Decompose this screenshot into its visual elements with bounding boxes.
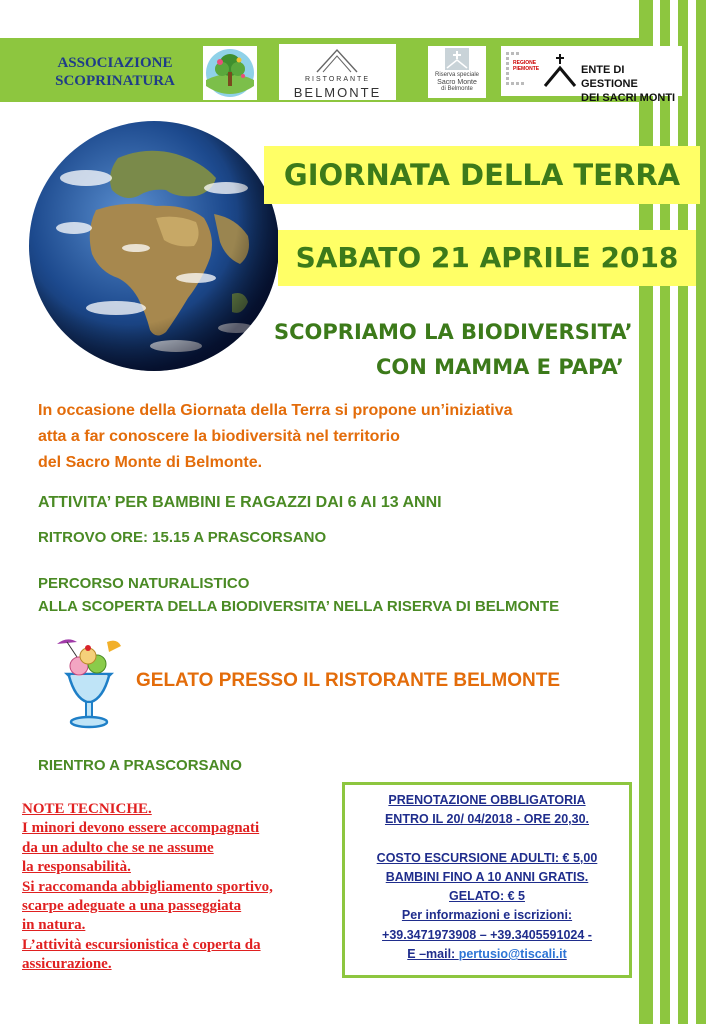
route-title: PERCORSO NATURALISTICO — [38, 575, 250, 592]
phone-numbers: +39.3471973908 – +39.3405591024 - — [382, 927, 592, 942]
ice-cream-icon — [53, 636, 125, 732]
age-range-text: ATTIVITA’ PER BAMBINI E RAGAZZI DAI 6 AI 13 ANNI — [38, 494, 442, 511]
children-cost: BAMBINI FINO A 10 ANNI GRATIS. — [385, 869, 589, 884]
gelato-text: GELATO PRESSO IL RISTORANTE BELMONTE — [136, 670, 561, 691]
route-description: ALLA SCOPERTA DELLA BIODIVERSITA’ NELLA RISERVA DI BELMONTE — [38, 598, 560, 615]
event-title: GIORNATA DELLA TERRA — [264, 146, 700, 204]
regione-text: REGIONE PIEMONTE — [513, 60, 540, 72]
info-label: Per informazioni e iscrizioni: — [401, 908, 573, 923]
earth-globe-icon — [26, 118, 282, 374]
subtitle-line-1: SCOPRIAMO LA BIODIVERSITA’ — [274, 320, 633, 344]
adult-cost: COSTO ESCURSIONE ADULTI: € 5,00 — [376, 850, 598, 865]
riserva-mark-icon — [428, 46, 486, 72]
ente-sacri-monti-logo — [501, 46, 682, 104]
event-date: SABATO 21 APRILE 2018 — [278, 230, 696, 286]
meeting-time-text: RITROVO ORE: 15.15 A PRASCORSANO — [38, 529, 327, 546]
tree-logo-icon — [203, 46, 257, 100]
cross-logo-icon — [542, 52, 578, 90]
technical-notes: NOTE TECNICHE. I minori devono essere accompagnati da un adulto che se ne assume la responsabilità. Si raccomanda abbigliamento sportivo, scarpe adeguate a una passeggiata in natura. L’attività escursionistica è coperta da assicurazione. — [22, 801, 273, 973]
return-text: RIENTRO A PRASCORSANO — [38, 757, 242, 774]
subtitle-line-2: CON MAMMA E PAPA’ — [376, 355, 624, 379]
riserva-text: Riserva speciale Sacro Monte di Belmonte — [434, 72, 480, 92]
booking-info-box — [342, 782, 632, 978]
email-line: E –mail: pertusio@tiscali.it — [407, 947, 567, 962]
ente-text: ENTE DI GESTIONE DEI SACRI MONTI — [581, 64, 676, 104]
gelato-cost: GELATO: € 5 — [449, 889, 525, 904]
intro-paragraph: In occasione della Giornata della Terra si propone un’iniziativa atta a far conoscere la biodiversità nel territorio del Sacro Monte di Belmonte. — [38, 402, 513, 471]
association-name: ASSOCIAZIONE SCOPRINATURA — [55, 55, 175, 89]
booking-required: PRENOTAZIONE OBBLIGATORIA — [388, 793, 586, 807]
restaurant-belmonte-logo: RISTORANTE BELMONTE — [279, 44, 396, 100]
email-link[interactable]: pertusio@tiscali.it — [458, 947, 567, 962]
booking-deadline: ENTRO IL 20/ 04/2018 - ORE 20,30. — [384, 812, 590, 827]
riserva-logo — [428, 46, 486, 98]
mountain-logo-icon — [279, 44, 396, 76]
